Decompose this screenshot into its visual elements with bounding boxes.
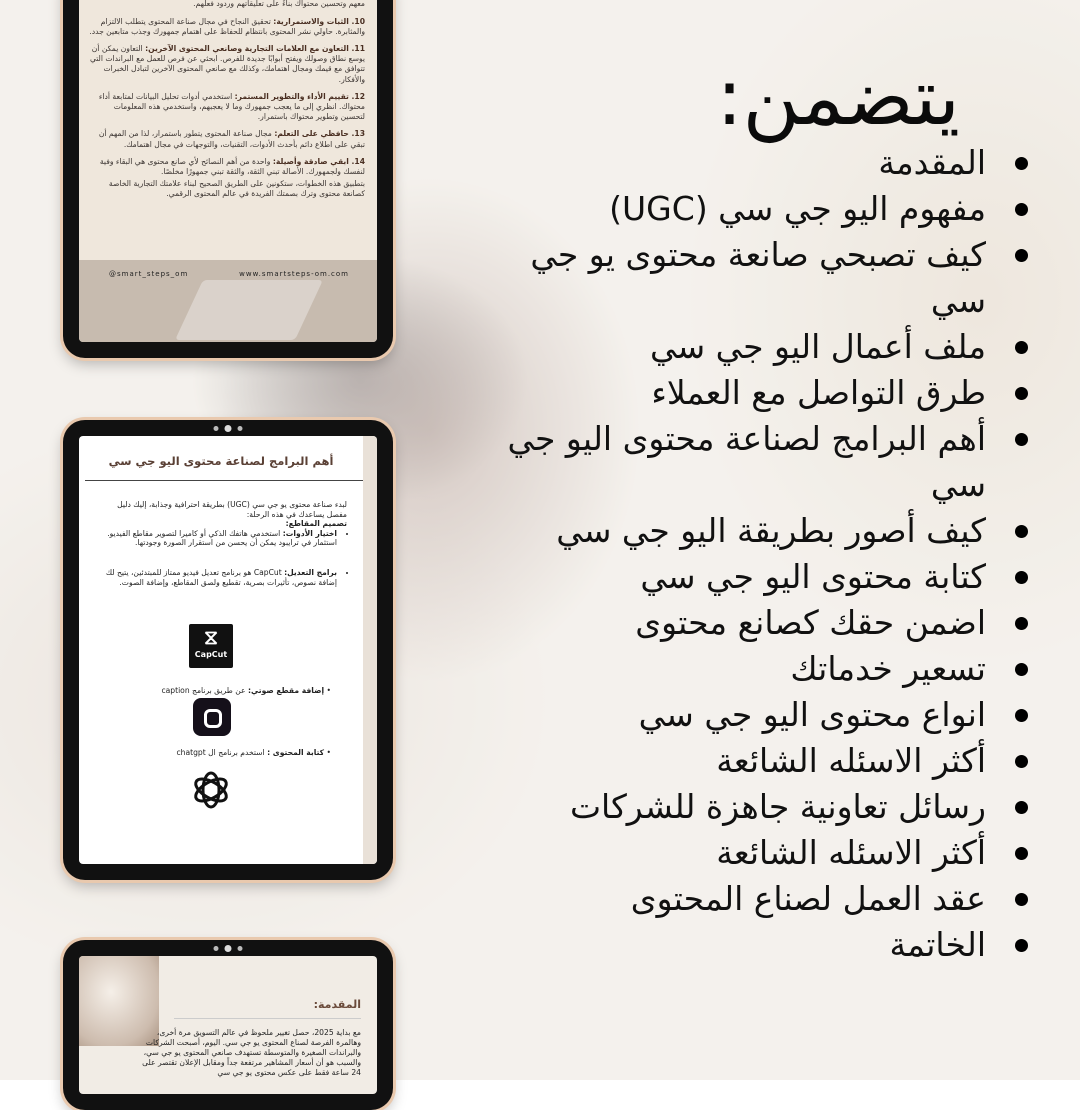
list-item: • برامج التعديل: CapCut هو برنامج تعديل فيديو ممتاز للمبتدئين، يتيح لك إضافة نصوص، تأثيرات بصرية، تقطيع ولصق المقاطع، وإضافة الصوت. xyxy=(97,568,337,587)
apps-intro: لبدء صناعة محتوى يو جي سي (UGC) بطريقة احترافية وجذابة، إليك دليل مفصل يساعدك في هذه الرحلة: xyxy=(117,500,347,519)
tablet-preview-apps xyxy=(63,420,393,880)
tip-item: معهم وتحسين محتواك بناءً على تعليقاتهم وردود فعلهم. xyxy=(193,0,365,9)
list-item: كيف تصبحي صانعة محتوى يو جي سي xyxy=(492,232,1032,324)
tip-item: 13. حافظي على التعلم: مجال صناعة المحتوى يتطور باستمرار، لذا من المهم أن تبقي على اطلاع دائم بأحدث الأدوات، التقنيات، والتوجهات في مجال اهتمامك. xyxy=(98,129,365,149)
list-item: طرق التواصل مع العملاء xyxy=(492,370,1032,416)
tablet-screen xyxy=(79,956,377,1094)
list-item: الخاتمة xyxy=(492,922,1032,968)
tip-item: 14. ابقي صادقة وأصيلة: واحدة من أهم النصائح لأي صانع محتوى هي البقاء وفية لنفسك ولجمهورك. الأصالة تبني الثقة، والثقة تبني جمهورًا مخلصًا. xyxy=(99,156,365,177)
list-item: أكثر الاسئله الشائعة xyxy=(492,738,1032,784)
page-headline: يتضمن: xyxy=(716,53,960,143)
capcut-logo-icon: ⧖ CapCut xyxy=(189,624,233,668)
camera-dots xyxy=(214,425,243,432)
website-link: www.smartsteps-om.com xyxy=(239,270,349,278)
list-item: المقدمة xyxy=(492,140,1032,186)
list-item: أهم البرامج لصناعة محتوى اليو جي سي xyxy=(492,416,1032,508)
tips-footer-photo xyxy=(79,260,377,342)
divider xyxy=(174,1018,361,1019)
tablet-preview-tips xyxy=(63,0,393,358)
list-item: كيف أصور بطريقة اليو جي سي xyxy=(492,508,1032,554)
list-item: • اختيار الأدوات: استخدمي هاتفك الذكي أو كاميرا لتصوير مقاطع الفيديو. استثمار في ترايبود يمكن أن يحسن من استقرار الصورة وجودتها. xyxy=(97,529,337,548)
contents-list xyxy=(492,140,1032,968)
tablet-screen xyxy=(79,436,377,864)
tip-item: 10. الثبات والاستمرارية: تحقيق النجاح في مجال صناعة المحتوى يتطلب الالتزام والمثابرة. حاولي نشر المحتوى بانتظام للحفاظ على اهتمام جمهورك وجذب متابعين جدد. xyxy=(89,16,365,36)
tips-closing: بتطبيق هذه الخطوات، ستكونين على الطريق الصحيح لبناء علامتك التجارية الخاصة كصانعة محتوى وترك بصمتك الفريدة في عالم المحتوى الرقمي. xyxy=(108,179,365,199)
tablet-preview-intro xyxy=(63,940,393,1110)
list-item: • كتابة المحتوى : استخدم برنامج ال chatgpt xyxy=(176,748,331,757)
apps-page-title: أهم البرامج لصناعة محتوى اليو جي سي xyxy=(108,454,334,468)
intro-heading: المقدمة: xyxy=(313,998,361,1011)
caption-app-icon xyxy=(193,698,231,736)
laptop-keyboard-shape xyxy=(175,280,323,340)
list-item: ملف أعمال اليو جي سي xyxy=(492,324,1032,370)
intro-text: مع بداية 2025، حصل تغيير ملحوظ في عالم التسويق مرة أخرى، وهالمرة الفرصة لصناع المحتوى يو جي سي. اليوم، أصبحت الشركات والبراندات الصغيرة والمتوسطة تستهدف صانعي المحتوى يو جي سي، والسبب هو أن أسعار المشاهير مرتفعة جداً ومقابل الإعلان تقتصر على 24 ساعة فقط على عكس محتوى يو جي سي xyxy=(142,1028,361,1077)
tablet-screen xyxy=(79,0,377,342)
apps-page-body xyxy=(97,500,347,597)
list-item: اضمن حقك كصانع محتوى xyxy=(492,600,1032,646)
tip-item: 11. التعاون مع العلامات التجارية وصانعي المحتوى الآخرين: التعاون يمكن أن يوسع نطاق وصولك ويفتح أبوابًا جديدة للفرص. ابحثي عن فرص للعمل مع البراندات التي تتوافق مع قيمك ومجال اهتمامك، وكذلك مع صانعي المحتوى الآخرين لتبادل الخبرات والأفكار. xyxy=(89,44,365,84)
chatgpt-logo-icon xyxy=(189,768,233,812)
list-item: عقد العمل لصناع المحتوى xyxy=(492,876,1032,922)
list-item: رسائل تعاونية جاهزة للشركات xyxy=(492,784,1032,830)
tip-item: 12. تقييم الأداء والتطوير المستمر: استخدمي أدوات تحليل البيانات لمتابعة أداء محتواك. انظري إلى ما يعجب جمهورك وما لا يعجبهم، واستخدمي هذه المعلومات لتحسين وتطوير محتواك باستمرار. xyxy=(98,91,365,122)
camera-dots xyxy=(214,945,243,952)
apps-section-title: تصميم المقاطع: xyxy=(285,519,347,529)
divider xyxy=(85,480,363,481)
social-handle: @smart_steps_om xyxy=(109,270,189,278)
list-item: انواع محتوى اليو جي سي xyxy=(492,692,1032,738)
list-item: مفهوم اليو جي سي (UGC) xyxy=(492,186,1032,232)
tips-page-text xyxy=(87,0,365,207)
list-item: أكثر الاسئله الشائعة xyxy=(492,830,1032,876)
list-item: تسعير خدماتك xyxy=(492,646,1032,692)
page-side-strip xyxy=(363,436,377,864)
list-item: كتابة محتوى اليو جي سي xyxy=(492,554,1032,600)
list-item: • إضافة مقطع صوتي: عن طريق برنامج caption xyxy=(161,686,331,695)
